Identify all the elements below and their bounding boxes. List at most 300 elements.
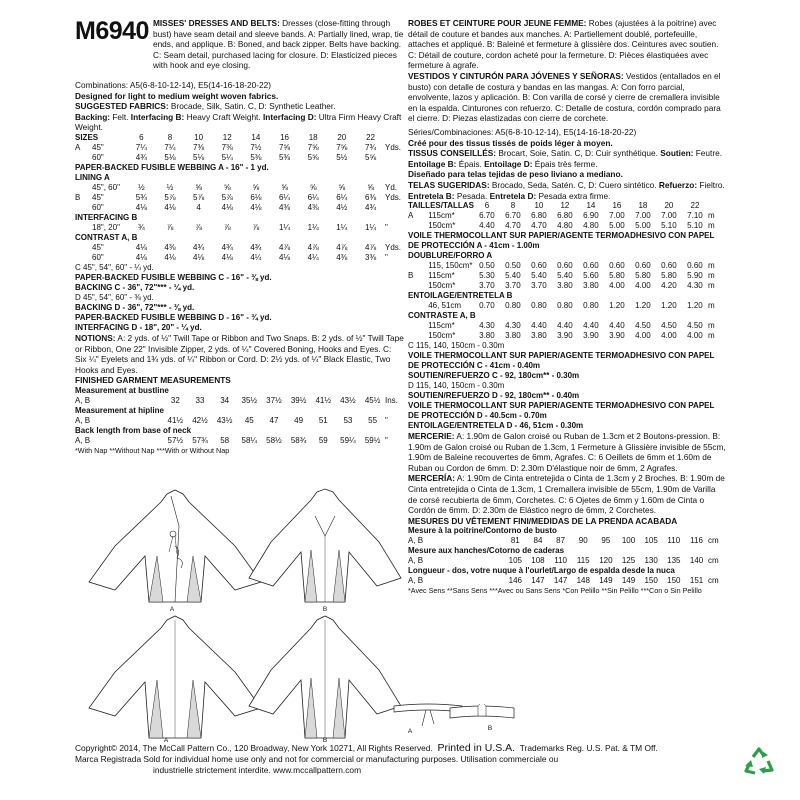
table-cell: ⅞ [252,222,260,232]
table-cell: 4⅜ [164,242,176,252]
english-column [75,18,405,455]
table-cell: 7⅝ [278,142,291,152]
telas [408,180,726,201]
row-label [75,253,83,263]
size-header-unit [385,133,405,143]
d-line [75,293,405,303]
telas-text: Brocado, Seda, Satén. C, D: Cuero sintético. [489,179,659,190]
table-cell: 58¾ [290,435,307,445]
table-cell: 3.90 [609,331,625,341]
mesures-title: MESURES DU VÊTEMENT FINI/MEDIDAS DE LA PRENDA ACABADA [408,515,678,526]
table-cell: 55 [368,415,378,425]
size-header-cell: 12 [222,132,232,142]
table-cell: 5⅛ [193,152,205,162]
description-title: MISSES' DRESSES AND BELTS: [152,18,280,28]
table-cell: 4⅛ [193,252,205,262]
table-cell: 3.90 [557,331,573,341]
table-cell: 84 [533,536,543,546]
table-cell: 110 [554,556,567,566]
row-label [408,321,416,331]
table-cell: 5¼ [221,152,233,162]
table-cell: 5⅛ [164,152,176,162]
doublure-text: DOUBLURE/FORRO A [408,251,493,261]
table-cell: 35½ [241,395,258,405]
table-cell: 6⅛ [250,192,262,202]
es-description [408,71,726,124]
size-header-cell: 8 [167,132,173,142]
table-cell: 0.80 [583,301,599,311]
table-cell: 147 [553,576,568,586]
row-label: A, B [408,536,424,546]
table-row [408,281,726,291]
row-sublabel: 115cm* [428,211,455,221]
table-cell: 1.20 [661,301,677,311]
finished-table [75,386,405,446]
french-spanish-column [408,18,726,595]
table-cell: 100 [621,536,636,546]
row-label [408,261,416,271]
soutien-label: Soutien: [660,148,694,159]
table-cell: 0.60 [661,261,677,271]
table-row [75,223,405,233]
table-cell: 51 [318,415,328,425]
row-label [408,281,416,291]
table-cell: 59¼ [340,435,356,445]
combinations: Combinations: A5(6-8-10-12-14), E5(14-16-18-20-22) [75,79,272,90]
description [153,18,405,71]
row-unit: m [708,301,715,311]
table-cell: 1¼ [278,222,291,232]
table-cell: 7¼ [135,142,147,152]
backing-c-text: BACKING C - 36", 72"*** - ¼ yd. [75,282,195,292]
size-header-cell: 22 [366,132,376,142]
table-cell: 4.00 [687,331,703,341]
row-sublabel [119,396,163,406]
table-cell: 39½ [290,395,307,405]
table-cell: 4.40 [609,321,625,331]
table-cell: 108 [531,556,545,566]
table-cell: 57¾ [192,435,208,445]
table-cell: 4.50 [687,321,703,331]
table-cell: 4⅛ [135,202,147,212]
bust-label-text: Measurement at bustline [75,385,169,395]
mercerie-label: MERCERIE: [408,431,455,442]
table-row [408,221,726,231]
size-header-label: SIZES [75,132,99,142]
table-cell: 4¾ [250,242,262,252]
table-cell: 0.50 [479,261,495,271]
table-cell: 6.80 [531,211,547,221]
table-cell: ⅞ [195,222,202,232]
contraste [408,311,726,321]
mesure-hip-label-text: Mesure aux hanches/Cotorno de caderas [408,546,565,556]
table-cell: 150 [644,576,658,586]
interfacing-b-text: Heavy Craft Weight. [184,111,263,122]
row-unit: m [708,261,715,271]
tissus-text: Brocart, Soie, Satin. C, D: Cuir synthétique. [496,148,661,159]
c-line-text: C 45", 54", 60" - ¼ yd. [75,262,154,272]
table-cell: 4.80 [583,221,599,231]
table-cell: 5.40 [531,271,547,281]
table-cell: 3.80 [557,281,573,291]
row-sublabel [119,436,163,446]
illustration-b-front [245,486,405,606]
c-line [75,263,405,273]
interfacing-d-text: Ultra Firm Heavy Craft Weight. [75,111,402,133]
table-cell: 43½ [216,415,233,425]
size-header-row [75,133,405,143]
row-label: A, B [75,415,91,425]
tissus [408,148,726,169]
size-header-cell: 18 [308,132,318,142]
table-cell: 4⅛ [278,252,291,262]
table-cell: 4.40 [479,221,495,231]
footnote-french-spanish: *Avec Sens **Sans Sens ***Avec ou Sans Sens *Con Pelillo **Sin Pelillo ***Con o Sin Pelillo [408,586,702,596]
table-row [75,193,405,203]
table-cell: ⅝ [338,182,346,192]
row-label: B [408,271,414,281]
copyright: Copyright© 2014, The McCall Pattern Co., 120 Broadway, New York 10271, All Rights Reserved. [75,743,433,753]
es-text: Vestidos (entallados en el busto) con detalle de costura y bandas en las mangas. A: Con forro parcial, envolvente, lazos y aplicación. B: Con varilla de corsé y cierre de cremallera invisible en la espalda. Cinturones con refuerzo. C: Detalle de costura, cordón comprado para el cierre. D: Piezas elastizadas con cierre de corchete. [408,70,721,124]
row-unit: cm [708,576,719,586]
row-label: A [75,142,81,152]
backing-d-text: BACKING D - 36", 72"*** - ⅜ yd. [75,302,195,312]
table-cell: 5½ [336,152,348,162]
table-cell: 0.60 [531,261,547,271]
notions-label: NOTIONS: [75,332,116,343]
table-cell: 4⅛ [164,252,176,262]
size-header-cell: 10 [194,132,204,142]
table-cell: 4.00 [661,331,677,341]
pattern-number: M6940 [75,17,149,45]
paper-fusible-c [75,273,405,283]
table-cell: 4.00 [609,281,625,291]
table-cell: 58½ [266,435,282,445]
back-label-text: Back length from base of neck [75,425,192,435]
row-label: A, B [408,556,424,566]
table-cell: 4.30 [479,321,495,331]
size-header-cell: 20 [664,201,674,211]
table-cell: 3.80 [505,331,521,341]
entoilage-d [408,421,726,431]
table-cell: 147 [531,576,545,586]
lining-a [75,173,405,183]
table-cell: 148 [576,576,590,586]
mercerie [408,431,726,473]
fabrics-text: Brocade, Silk, Satin. C, D: Synthetic Leather. [168,101,336,112]
table-cell: 53 [343,415,353,425]
table-cell: 120 [599,556,613,566]
table-cell: 6⅜ [365,192,377,202]
size-header-cell: 6 [139,132,144,142]
table-cell: 7½ [250,142,262,152]
table-cell: 5⅜ [250,152,262,162]
row-sublabel: 18", 20" [92,222,120,232]
table-cell: 4.30 [505,321,521,331]
tissus-label: TISSUS CONSEILLÉS: [408,148,497,159]
table-cell: 6.90 [583,211,599,221]
size-header-row [408,201,726,211]
table-cell: 5.80 [609,271,625,281]
view-label-belt-a: A [407,728,413,735]
mesure-back-label [408,566,726,576]
lining-a-text: LINING A [75,172,110,182]
table-cell: 5¾ [135,192,147,202]
row-unit [385,153,405,163]
table-row [408,556,726,566]
paper-fusible-a [75,163,405,173]
view-label-belt-b: B [487,725,493,732]
table-cell: 7.00 [661,211,677,221]
row-label [75,223,83,233]
table-cell: 0.60 [687,261,703,271]
table-cell: 4.30 [687,281,703,291]
table-cell: 0.60 [609,261,625,271]
trademarks: Trademarks Reg. U.S. Pat. & TM Off. [519,743,658,753]
row-sublabel: 150cm* [428,281,456,291]
table-cell: 135 [667,556,681,566]
merceria-text: A: 1.90m de Cinta entretejida o Cinta de 1.3cm y 2 Broches. B: 1.90m de Cinta entretejida o Cinta de 1.3cm, 1 Cremallera invisible de 55cm, 1.90m de Varilla de corsé recubierta de 6mm, Corchetes. C: 6 Ojetes de 6mm y 1.60m de Cinta o Cordón de 6mm. D: 2.30m de Elástico negro de 6mm, 2 Corchetes. [408,473,725,516]
contraste-text: CONTRASTE A, B [408,311,476,321]
footnote-english: *With Nap **Without Nap ***With or Without Nap [75,445,230,455]
row-label [75,203,83,213]
table-cell: 6.70 [505,211,521,221]
entretela-d-text: Pesada extra firme. [536,190,611,201]
size-header-unit [708,201,726,211]
contrast-ab [75,233,405,243]
fabrics-label: SUGGESTED FABRICS: [75,101,169,112]
table-cell: 45 [244,415,254,425]
table-cell: 0.80 [531,301,547,311]
footer-line-3: industrielle strictement interdite. www.mccallpattern.com [153,765,362,775]
table-cell: 4¼ [250,252,262,262]
table-cell: 149 [599,576,613,586]
table-cell: 4.80 [557,221,573,231]
table-cell: 6¼ [336,192,348,202]
table-cell: 4¾ [221,242,233,252]
table-cell: 146 [508,576,522,586]
illustration-a-back [85,614,265,740]
table-cell: 4⅛ [221,202,233,212]
table-cell: 95 [601,536,611,546]
table-cell: 6¼ [278,192,291,202]
table-cell: 4⅛ [164,202,176,212]
row-sublabel: 115cm* [428,271,455,281]
view-label-b-top: B [322,606,328,613]
es-title: VESTIDOS Y CINTURÓN PARA JÓVENES Y SEÑORAS: [408,70,624,81]
table-cell: 5.90 [687,271,703,281]
table-cell: 59 [318,435,328,445]
size-header-cell: 16 [612,201,622,211]
table-cell: 4¾ [193,242,205,252]
recycle-icon [742,745,776,779]
table-cell: 47 [269,415,279,425]
mesures-table [408,526,726,586]
table-cell: 87 [556,536,566,546]
notions [75,333,405,375]
table-cell: ⅝ [223,182,231,192]
row-label: A, B [408,576,424,586]
soutien-text: Feutre. [693,148,723,159]
view-label-b-bottom: B [322,737,328,744]
row-label: B [75,192,81,202]
table-cell: 5⅜ [278,152,291,162]
row-label [75,153,83,163]
table-cell: 140 [689,556,704,566]
table-cell: 4.20 [661,281,677,291]
d-line-text: D 45", 54", 60" - ⅜ yd. [75,292,154,302]
table-cell: 5.00 [635,221,651,231]
row-label [408,221,416,231]
table-cell: 5.80 [635,271,651,281]
cree: Créé pour des tissus tissés de poids léger à moyen. [408,137,613,148]
table-cell: 4⅛ [135,252,147,262]
header [75,18,405,71]
table-cell: 4.40 [557,321,573,331]
table-cell: ¾ [137,222,145,232]
table-cell: 32 [170,395,180,405]
table-cell: 5⅞ [221,192,233,202]
table-cell: 5.40 [505,271,521,281]
table-cell: 7⅜ [221,142,233,152]
table-cell: 5.10 [661,221,677,231]
table-cell: 34 [220,395,230,405]
table-row [75,243,405,253]
bust-label [75,386,405,396]
table-cell: 4⅞ [365,242,377,252]
row-sublabel: 60" [92,202,104,212]
mesure-bust-label [408,526,726,536]
table-cell: 130 [644,556,658,566]
table-row [408,576,726,586]
fr-title: ROBES ET CEINTURE POUR JEUNE FEMME: [408,18,587,28]
table-cell: 7¾ [365,142,377,152]
table-row [75,153,405,163]
table-cell: 5⅝ [307,152,319,162]
finished-measurements-title: FINISHED GARMENT MEASUREMENTS [75,375,231,386]
ent-d-label: Entoilage D: [484,158,533,169]
table-cell: 4½ [336,202,348,212]
table-cell: 4⅞ [307,242,319,252]
table-row [408,321,726,331]
row-unit: m [708,281,715,291]
table-cell: 0.50 [505,261,521,271]
merceria [408,473,726,515]
table-cell: 33 [195,395,205,405]
table-cell: 150 [667,576,681,586]
interfacing-d [75,323,405,333]
table-cell: ⅝ [195,182,202,192]
table-cell: 49 [294,415,304,425]
table-cell: 41½ [167,415,184,425]
size-header-cell: 12 [560,201,570,211]
entretela-b-text: Pesada. [454,190,490,201]
table-cell: 0.60 [557,261,573,271]
row-sublabel [456,576,504,586]
row-unit: m [708,271,715,281]
table-cell: 4⅞ [336,242,348,252]
table-cell: 151 [689,576,704,586]
contrast-ab-text: CONTRAST A, B [75,232,138,242]
table-cell: ⅞ [166,222,174,232]
table-cell: 1.20 [687,301,703,311]
row-sublabel: 45" [92,142,104,152]
size-header-cell: 14 [251,132,261,142]
table-cell: 110 [667,536,681,546]
table-cell: 45½ [364,395,381,405]
paper-fusible-d [75,313,405,323]
soutien-d-text: SOUTIEN/REFUERZO D - 92, 180cm** - 0.40m [408,391,580,401]
c-line-fr [408,341,726,351]
table-cell: 4.50 [661,321,677,331]
row-label: A [408,211,414,221]
backing-d [75,303,405,313]
table-cell: 0.80 [505,301,521,311]
entoilage-b [408,291,726,301]
interfacing-b-label: Interfacing B: [130,111,185,122]
row-sublabel: 45" [92,192,104,202]
suggested-fabrics [75,101,405,133]
interfacing-b [75,213,405,223]
table-cell: 7.00 [609,211,625,221]
row-unit: " [385,415,388,425]
row-sublabel: 60" [92,152,104,162]
table-cell: 4¾ [365,202,377,212]
table-row [408,536,726,546]
telas-label: TELAS SUGERIDAS: [408,179,490,190]
dress-a-back-drawing [85,614,265,740]
table-cell: ⅝ [252,182,260,192]
table-cell: 7⅝ [336,142,348,152]
table-cell: 7⅜ [193,142,205,152]
table-row [75,436,405,446]
table-cell: ⅝ [281,182,288,192]
table-cell: 4¼ [307,252,319,262]
refuerzo-label: Refuerzo: [658,179,698,190]
table-cell: 58 [220,435,230,445]
row-sublabel: 115cm* [428,321,455,331]
table-row [75,416,405,426]
fr-description [408,18,726,71]
table-cell: 4⅛ [135,242,147,252]
size-header-cell: 10 [534,201,544,211]
row-label: A, B [75,435,91,445]
table-cell: 4⅜ [307,202,319,212]
fr-text: Robes (ajustées à la poitrine) avec détail de couture et bandes aux manches. A: Partiellement doublé, portefeuille, attaches et appliqué. B: Baleiné et fermeture à glissière dos. Ceintures avec soutien. C: Détail de couture, cordon acheté pour la fermeture. D: Pièces élastiquées avec fermeture à agrafe. [408,18,719,71]
table-cell: ⅝ [309,182,317,192]
row-label [75,183,83,193]
table-row [408,331,726,341]
backing-text: Felt. [110,111,131,122]
back-label [75,426,405,436]
interfacing-b-text: INTERFACING B [75,212,138,222]
voile-d-text: VOILE THERMOCOLLANT SUR PAPIER/AGENTE TERMOADHESIVO CON PAPEL DE PROTECCIÓN D - 40.5cm - 0.70m [408,401,715,421]
hip-label [75,406,405,416]
mesure-bust-label-text: Mesure à la poitrine/Contorno de busto [408,526,557,536]
row-unit: " [385,222,388,232]
size-header-cell: 16 [280,132,289,142]
row-unit: Yds. [385,192,402,202]
table-cell: 3.80 [531,331,547,341]
footer [75,743,725,776]
d-line-fr-text: D 115, 140, 150cm - 0.30m [408,381,505,391]
table-cell: 3.70 [479,281,495,291]
series: Séries/Combinaciones: A5(6-8-10-12-14), E5(14-16-18-20-22) [408,126,637,137]
table-cell: 5.30 [479,271,495,281]
voile-a [408,231,726,251]
dress-b-back-drawing [245,614,405,740]
merceria-label: MERCERÍA: [408,473,456,484]
